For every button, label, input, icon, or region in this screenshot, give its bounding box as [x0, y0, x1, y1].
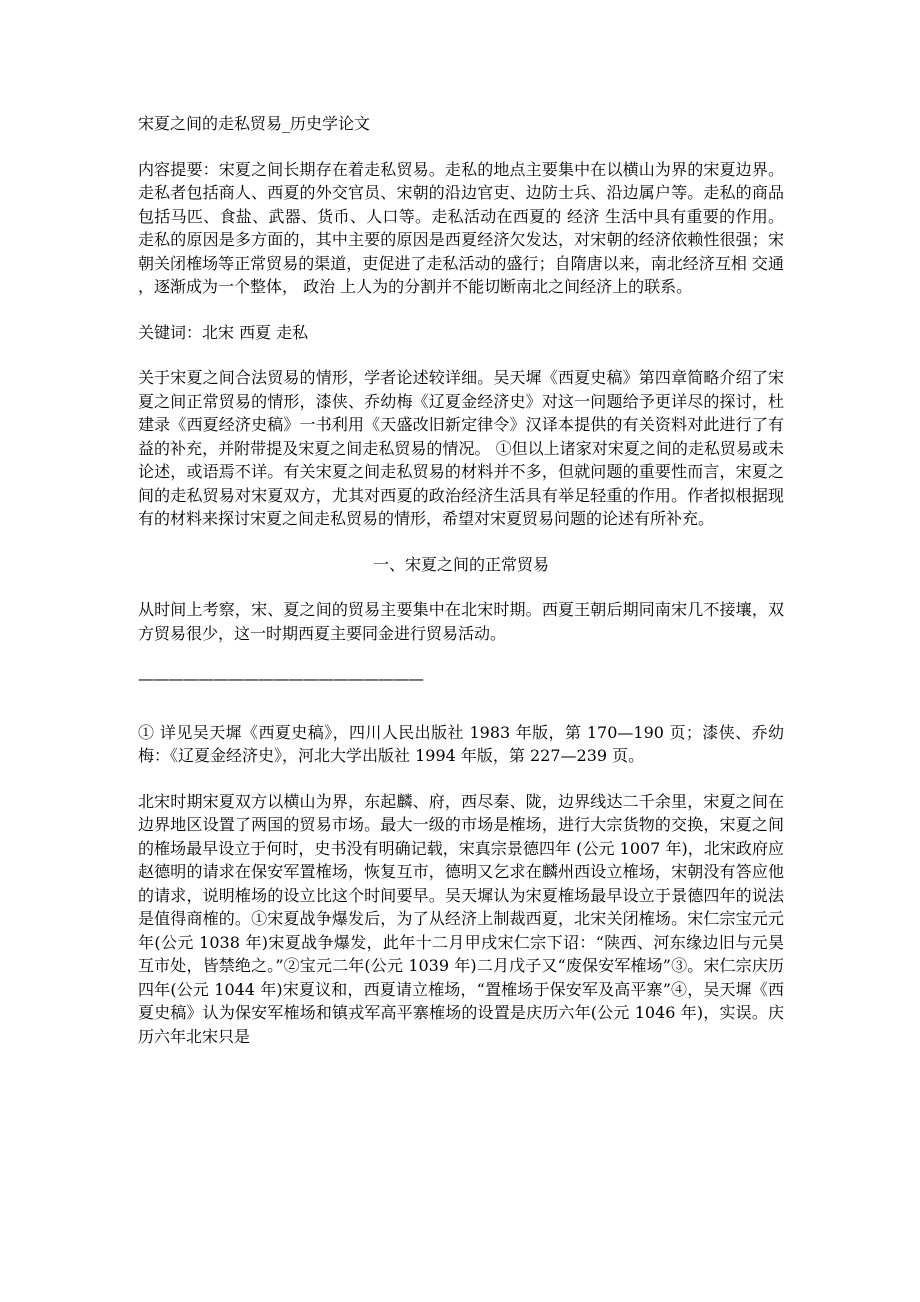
keywords-line: 关键词：北宋 西夏 走私 — [138, 322, 309, 342]
section-paragraph-2: 北宋时期宋夏双方以横山为界，东起麟、府，西尽秦、陇，边界线达二千余里，宋夏之间在边界地区设置了两国的贸易市场。最大一级的市场是榷场，进行大宗货物的交换，宋夏之间的榷场最早设立于何时，史书没有明确记载，宋真宗景德四年 (公元 1007 年)，北宋政府应赵德明的请求在保安军置榷场，恢复互市，德明又乞求在麟州西设立榷场，宋朝没有答应他的请求，说明榷场的设立比这个时间要早。吴天墀认为宋夏榷场最早设立于景德四年的说法是值得商榷的。①宋夏战争爆发后，为了从经济上制裁西夏，北宋关闭榷场。宋仁宗宝元元年(公元 1038 年)宋夏战争爆发，此年十二月甲戌宋仁宗下诏：“陕西、河东缘边旧与元昊互市处，皆禁绝之。”②宝元二年(公元 1039 年)二月戊子又“废保安军榷场”③。宋仁宗庆历四年(公元 1044 年)宋夏议和，西夏请立榷场，“置榷场于保安军及高平寨”④，吴天墀《西夏史稿》认为保安军榷场和镇戎军高平寨榷场的设置是庆历六年(公元 1046 年)，实误。庆历六年北宋只是 — [138, 791, 784, 1046]
footnote-divider: ——————————————————— — [138, 669, 423, 688]
intro-paragraph: 关于宋夏之间合法贸易的情形，学者论述较详细。吴天墀《西夏史稿》第四章简略介绍了宋夏之间正常贸易的情形，漆侠、乔幼梅《辽夏金经济史》对这一问题给予更详尽的探讨，杜建录《西夏经济史稿》一书利用《天盛改旧新定律令》汉译本提供的有关资料对此进行了有益的补充，并附带提及宋夏之间走私贸易的情况。 ①但以上诸家对宋夏之间的走私贸易或未论述，或语焉不详。有关宋夏之间走私贸易的材料并不多，但就问题的重要性而言，宋夏之间的走私贸易对宋夏双方，尤其对西夏的政治经济生活具有举足轻重的作用。作者拟根据现有的材料来探讨宋夏之间走私贸易的情形，希望对宋夏贸易问题的论述有所补充。 — [138, 368, 784, 528]
document-title: 宋夏之间的走私贸易_历史学论文 — [138, 114, 371, 133]
section-paragraph-1: 从时间上考察，宋、夏之间的贸易主要集中在北宋时期。西夏王朝后期同南宋几不接壤，双方贸易很少，这一时期西夏主要同金进行贸易活动。 — [138, 600, 784, 643]
footnote: ① 详见吴天墀《西夏史稿》，四川人民出版社 1983 年版，第 170—190 页；漆侠、乔幼梅：《辽夏金经济史》，河北大学出版社 1994 年版，第 227—239 页。 — [138, 722, 784, 765]
document-page — [138, 112, 784, 1070]
section-heading: 一、宋夏之间的正常贸易 — [372, 554, 549, 574]
abstract-paragraph: 内容提要：宋夏之间长期存在着走私贸易。走私的地点主要集中在以横山为界的宋夏边界。走私者包括商人、西夏的外交官员、宋朝的沿边官吏、边防士兵、沿边属户等。走私的商品包括马匹、食盐、武器、货币、人口等。走私活动在西夏的 经济 生活中具有重要的作用。走私的原因是多方面的，其中主要的原因是西夏经济欠发达，对宋朝的经济依赖性很强；宋朝关闭榷场等正常贸易的渠道，吏促进了走私活动的盛行；自隋唐以来，南北经济互相 交通 ，逐渐成为一个整体， 政治 上人为的分割并不能切断南北之间经济上的联系。 — [138, 159, 784, 296]
